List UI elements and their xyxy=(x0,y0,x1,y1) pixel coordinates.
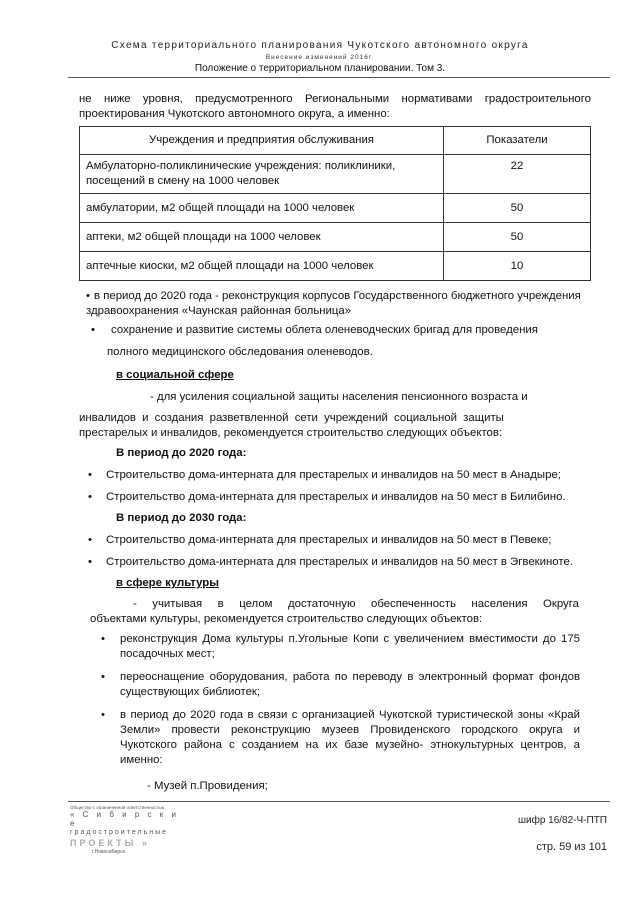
health-bullet-2-line-1: сохранение и развитие системы облета оленеводческих бригад для проведения xyxy=(111,324,538,336)
table-row xyxy=(80,194,591,223)
social-paragraph-1: - для усиления социальной защиты населения пенсионного возраста и xyxy=(150,391,528,403)
table-cell-value: 50 xyxy=(444,223,591,252)
header-divider xyxy=(68,77,610,78)
table-row xyxy=(80,223,591,252)
social-period-2030: В период до 2030 года: xyxy=(116,512,247,524)
footer-divider xyxy=(68,801,610,802)
health-bullet-1-line-1: в период до 2020 года - реконструкция корпусов Государственного бюджетного учреждения xyxy=(94,290,581,302)
culture-paragraph-1: - учитывая в целом достаточную обеспеченность населения Округа xyxy=(133,598,579,610)
bullet-icon: • xyxy=(86,290,90,302)
header-title: Схема территориального планирования Чукотского автономного округа xyxy=(111,40,529,51)
culture-bullet-2: переоснащение оборудования, работа по переводу в электронный формат фондов существующих библиотек; xyxy=(120,671,580,698)
header-subtitle: Внесение изменений 2016г. xyxy=(265,54,375,61)
social-item-4: Строительство дома-интерната для престарелых и инвалидов на 50 мест в Эгвекиноте. xyxy=(106,556,573,568)
bullet-icon: • xyxy=(88,556,92,568)
table-header-row xyxy=(80,127,591,155)
bullet-icon: • xyxy=(91,324,95,336)
social-item-1: Строительство дома-интерната для престарелых и инвалидов на 50 мест в Анадыре; xyxy=(106,469,561,481)
bullet-icon: • xyxy=(88,469,92,481)
social-heading: в социальной сфере xyxy=(116,369,234,381)
document-cipher: шифр 16/82-Ч-ПТП xyxy=(517,815,607,826)
table-cell-name: Амбулаторно-поликлинические учреждения: поликлиники, посещений в смену на 1000 человек xyxy=(80,155,444,194)
bullet-icon: • xyxy=(88,534,92,546)
health-bullet-2-line-2: полного медицинского обследования оленеводов. xyxy=(107,346,373,358)
culture-bullet-1: реконструкция Дома культуры п.Угольные Копи с увеличением вместимости до 175 посадочных мест; xyxy=(120,633,580,660)
bullet-icon: • xyxy=(101,671,105,683)
culture-paragraph-2: объектами культуры, рекомендуется строительство следующих объектов: xyxy=(90,613,483,625)
social-paragraph-3: престарелых и инвалидов, рекомендуется строительство следующих объектов: xyxy=(79,427,503,439)
company-logo: Общество с ограниченной ответственностью « С и б и р с к и е градостроительные ПРОЕКТЫ » г.Новосибирск xyxy=(70,805,179,855)
table-header-indicators: Показатели xyxy=(444,127,591,155)
bullet-icon: • xyxy=(101,709,105,721)
table-row xyxy=(80,252,591,281)
norms-table xyxy=(79,126,591,281)
culture-bullet-3: в период до 2020 года в связи с организацией Чукотской туристической зоны «Край Земли» провести реконструкцию музеев Провиденского городского округа и Чукотского района с созданием на их базе музейно- этнокультурных центров, а именно: xyxy=(120,709,580,766)
bullet-icon: • xyxy=(88,491,92,503)
social-paragraph-2: инвалидов и создания разветвленной сети учреждений социальной защиты xyxy=(79,412,504,424)
culture-sub-item-1: - Музей п.Провидения; xyxy=(147,780,268,792)
social-item-3: Строительство дома-интерната для престарелых и инвалидов на 50 мест в Певеке; xyxy=(106,534,552,546)
table-cell-name: аптечные киоски, м2 общей площади на 1000 человек xyxy=(80,252,444,281)
table-cell-value: 50 xyxy=(444,194,591,223)
table-cell-value: 10 xyxy=(444,252,591,281)
intro-line-2: проектирования Чукотского автономного округа, а именно: xyxy=(79,108,390,120)
social-item-2: Строительство дома-интерната для престарелых и инвалидов на 50 мест в Билибино. xyxy=(106,491,566,503)
table-header-institutions: Учреждения и предприятия обслуживания xyxy=(80,127,444,155)
table-cell-name: аптеки, м2 общей площади на 1000 человек xyxy=(80,223,444,252)
document-body xyxy=(79,92,591,281)
table-row xyxy=(80,155,591,194)
social-period-2020: В период до 2020 года: xyxy=(116,447,247,459)
bullet-icon: • xyxy=(101,633,105,645)
table-cell-value: 22 xyxy=(444,155,591,194)
culture-heading: в сфере культуры xyxy=(116,577,219,589)
page-number: стр. 59 из 101 xyxy=(536,841,607,853)
header-volume: Положение о территориальном планировании. Том 3. xyxy=(194,63,446,74)
table-cell-name: амбулатории, м2 общей площади на 1000 человек xyxy=(80,194,444,223)
intro-line-1: не ниже уровня, предусмотренного Региональными нормативами градостроительного xyxy=(79,93,591,105)
health-bullet-1-line-2: здравоохранения «Чаунская районная больница» xyxy=(86,305,352,317)
